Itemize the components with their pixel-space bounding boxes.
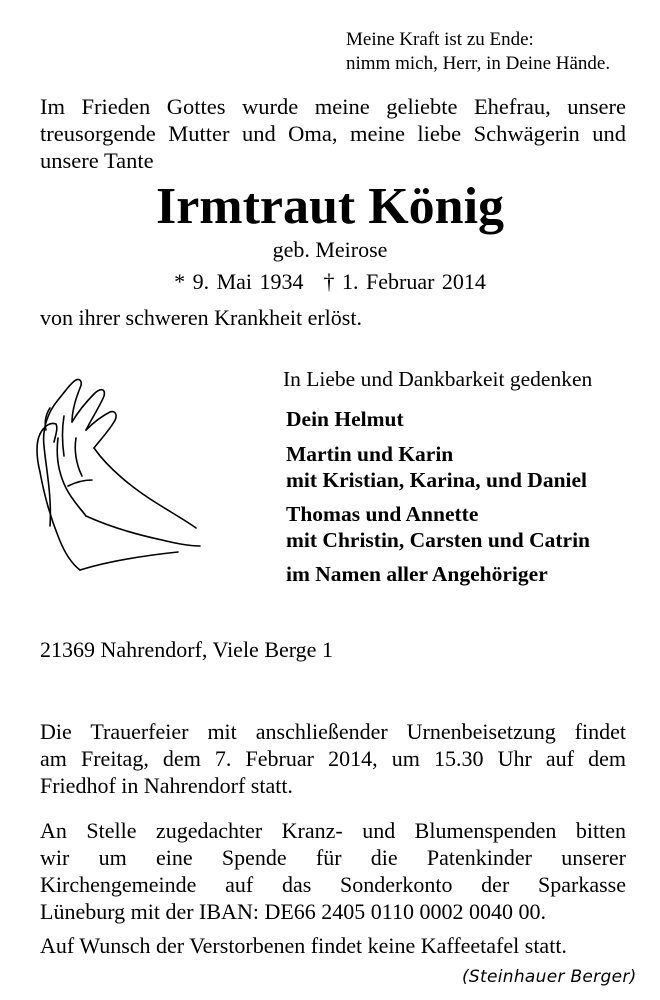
deceased-name: Irmtraut König xyxy=(155,178,505,235)
funeral-paragraph xyxy=(40,718,626,799)
praying-hands-icon xyxy=(28,376,204,572)
family-line: mit Christin, Carsten und Catrin xyxy=(286,528,591,552)
coffee-note xyxy=(40,932,626,959)
intro-line: unsere Tante xyxy=(40,148,154,173)
funeral-line: Die Trauerfeier mit anschließender Urnenbeisetzung findet xyxy=(40,719,626,744)
motto-verse xyxy=(346,28,646,76)
death-date: † 1. Februar 2014 xyxy=(323,269,486,294)
family-line: mit Kristian, Karina, und Daniel xyxy=(286,468,588,492)
funeral-line: am Freitag, dem 7. Februar 2014, um 15.30 Uhr auf dem xyxy=(40,746,626,771)
life-dates xyxy=(0,269,660,295)
spouse-name: Dein Helmut xyxy=(286,407,404,431)
family-line: Thomas und Annette xyxy=(286,502,479,526)
funeral-line: Friedhof in Nahrendorf statt. xyxy=(40,773,293,798)
coffee-note-text: Auf Wunsch der Verstorbenen findet keine Kaffeetafel statt. xyxy=(40,933,567,958)
relatives-line: im Namen aller Angehöriger xyxy=(286,562,548,586)
maiden-name: geb. Meirose xyxy=(272,237,388,262)
family-group-1 xyxy=(286,441,587,493)
donation-line: Kirchengemeinde auf das Sonderkonto der Sparkasse xyxy=(40,872,626,897)
intro-paragraph xyxy=(40,93,626,174)
donation-line: Lüneburg mit der IBAN: DE66 2405 0110 0002 0040 00. xyxy=(40,899,546,924)
intro-line: treusorgende Mutter und Oma, meine liebe Schwägerin und xyxy=(40,121,626,146)
donation-line: An Stelle zugedachter Kranz- und Blumenspenden bitten xyxy=(40,818,626,843)
released-text: von ihrer schweren Krankheit erlöst. xyxy=(40,305,362,330)
intro-line: Im Frieden Gottes wurde meine geliebte Ehefrau, unsere xyxy=(40,94,626,119)
family-line: Martin und Karin xyxy=(286,442,454,466)
donation-paragraph xyxy=(40,817,626,925)
motto-line: Meine Kraft ist zu Ende: xyxy=(346,29,534,50)
stonemason-credit: (Steinhauer Berger) xyxy=(462,967,637,987)
birth-date: * 9. Mai 1934 xyxy=(174,269,304,294)
memorial-text: In Liebe und Dankbarkeit gedenken xyxy=(283,367,593,391)
motto-line: nimm mich, Herr, in Deine Hände. xyxy=(346,53,611,74)
address: 21369 Nahrendorf, Viele Berge 1 xyxy=(40,637,333,662)
family-group-2 xyxy=(286,501,590,553)
donation-line: wir um eine Spende für die Patenkinder unserer xyxy=(40,845,626,870)
